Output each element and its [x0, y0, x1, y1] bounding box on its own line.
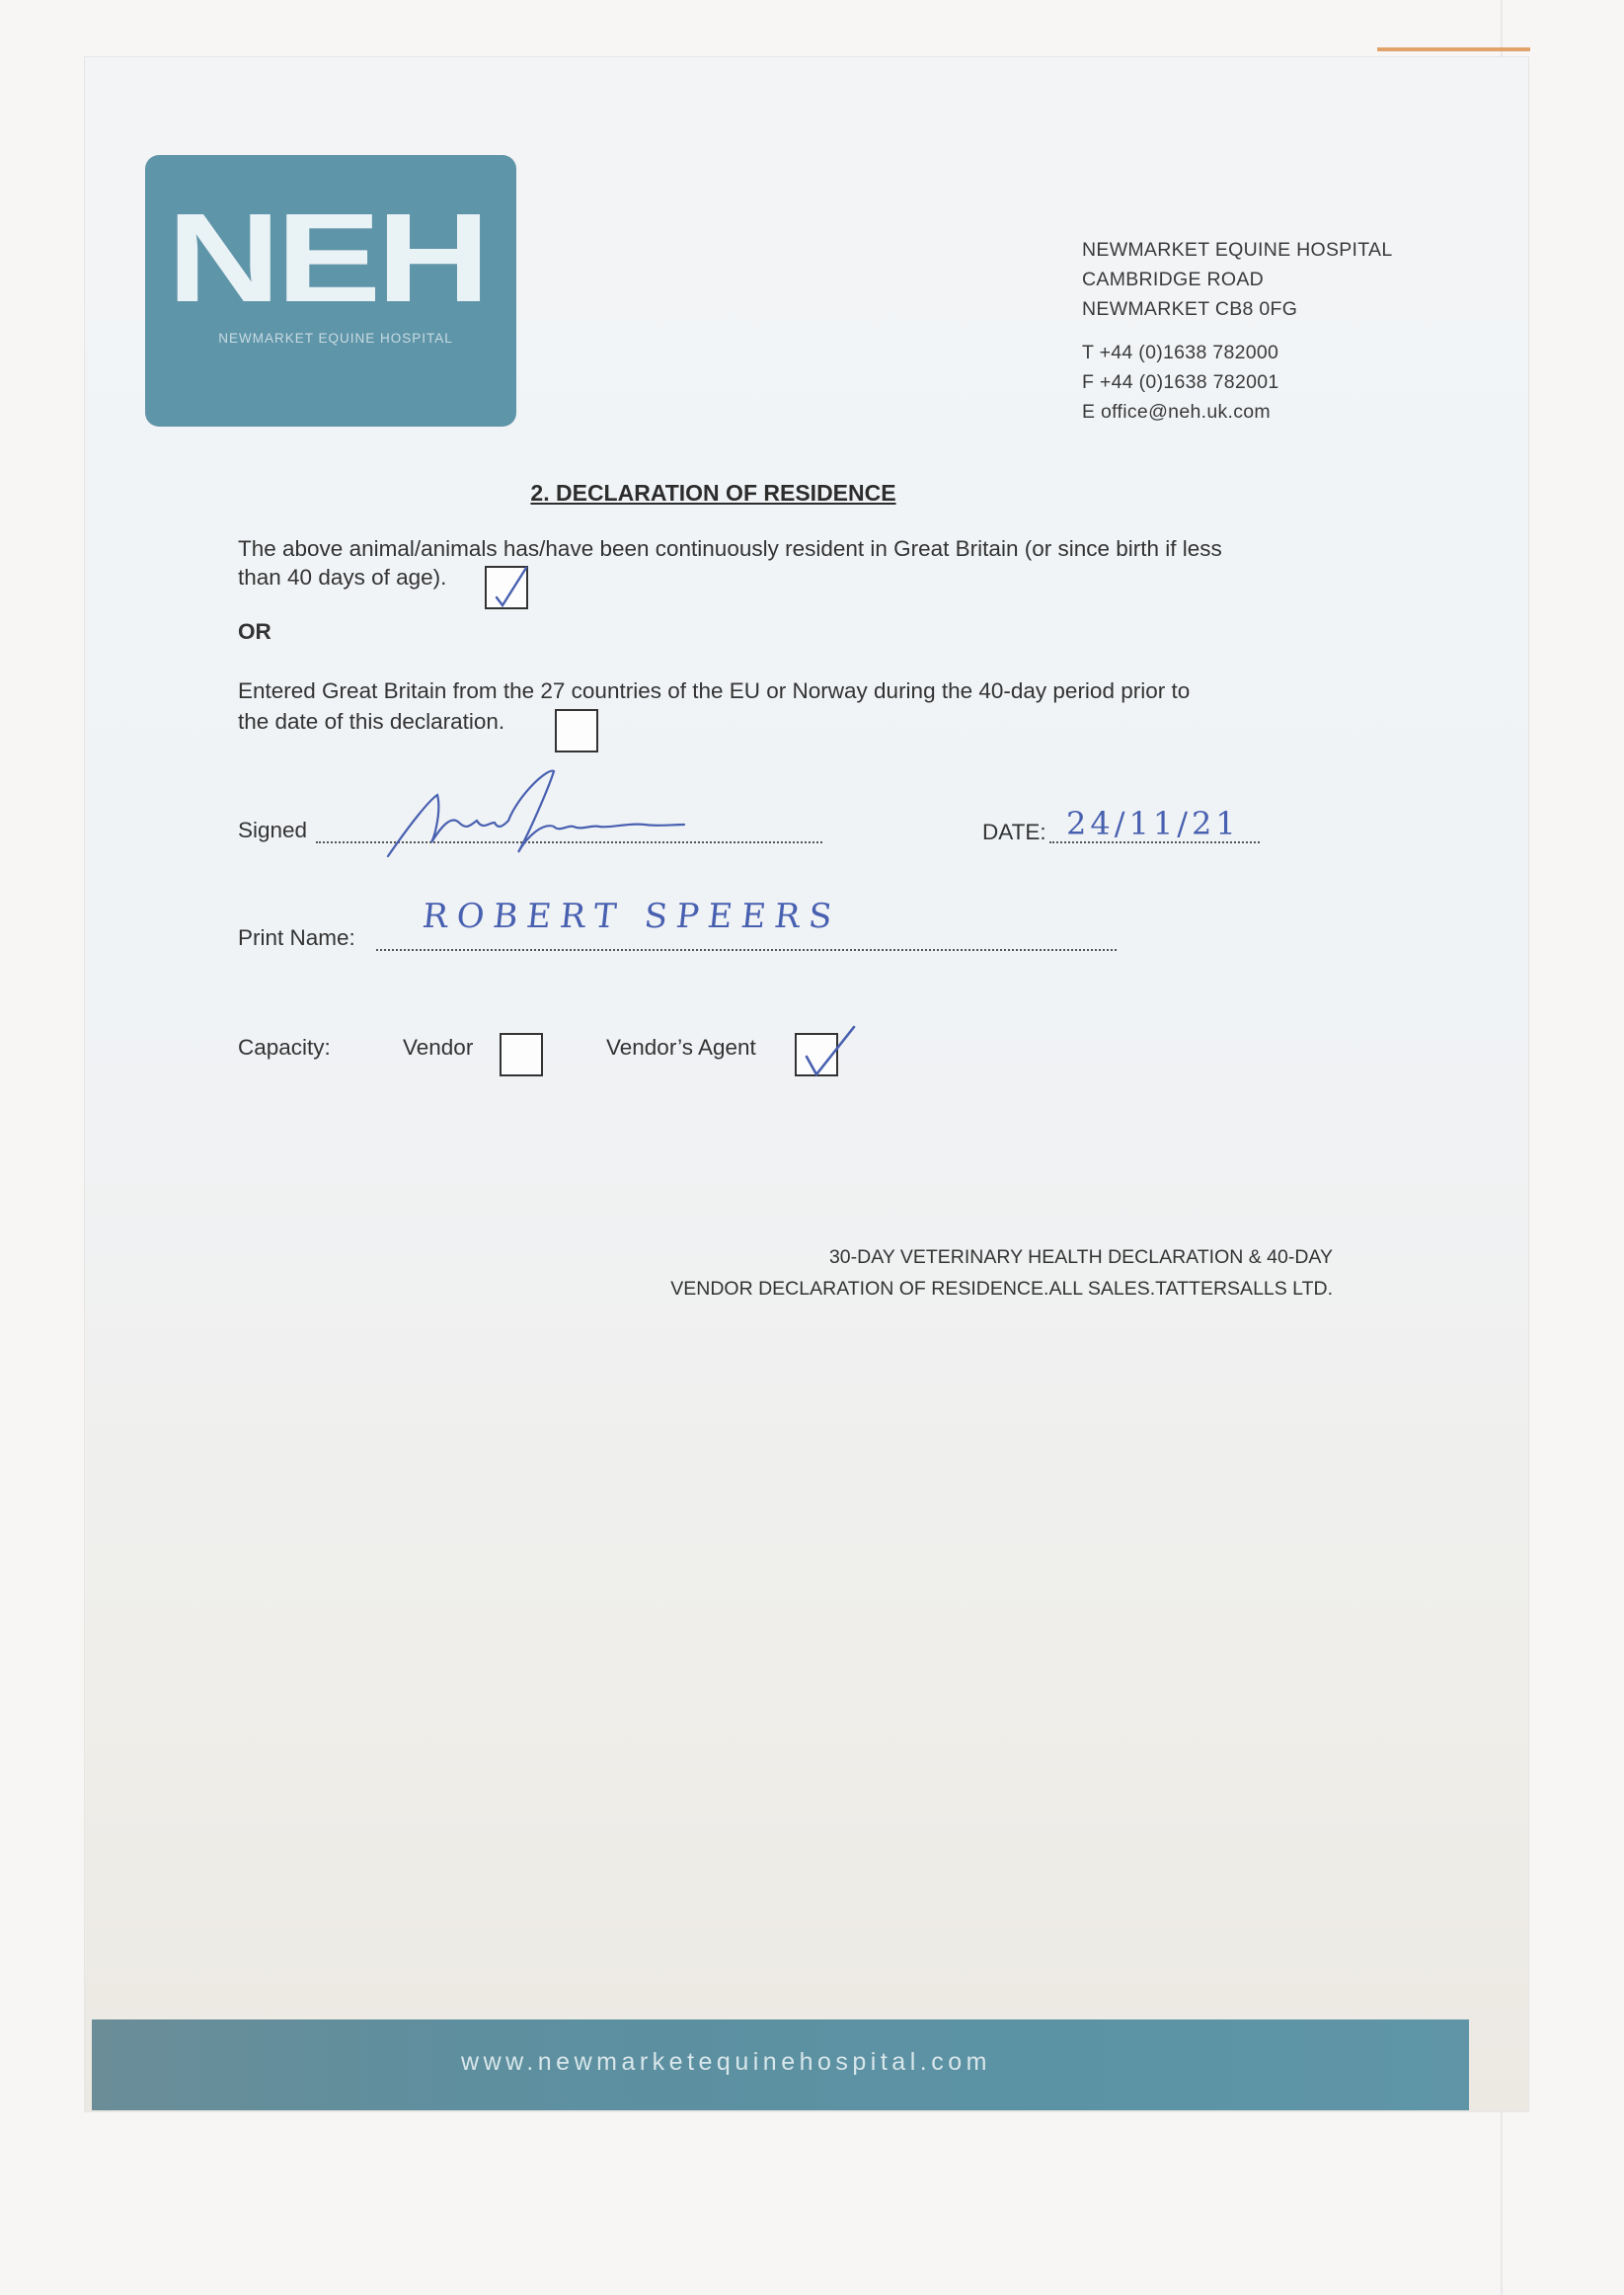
- contact-phone: T +44 (0)1638 782000: [1082, 342, 1279, 363]
- contact-email: E office@neh.uk.com: [1082, 401, 1271, 423]
- option1-text-line2: than 40 days of age).: [238, 565, 447, 590]
- vendor-checkbox[interactable]: [500, 1033, 543, 1076]
- option2-checkbox[interactable]: [555, 709, 598, 752]
- print-name-line: [376, 949, 1117, 951]
- check-mark-icon: [793, 1013, 862, 1082]
- form-reference-line1: 30-DAY VETERINARY HEALTH DECLARATION & 40-DAY: [828, 1246, 1333, 1268]
- date-label: DATE:: [982, 820, 1046, 844]
- print-name-label: Print Name:: [238, 925, 355, 950]
- vendors-agent-checkbox[interactable]: [795, 1033, 838, 1076]
- form-reference-line2: VENDOR DECLARATION OF RESIDENCE.ALL SALES.TATTERSALLS LTD.: [670, 1278, 1333, 1300]
- option2-text-line1: Entered Great Britain from the 27 countries of the EU or Norway during the 40-day period prior to: [238, 678, 1191, 703]
- print-name-value: ROBERT SPEERS: [420, 897, 843, 936]
- capacity-label: Capacity:: [238, 1035, 331, 1060]
- or-label: OR: [238, 619, 271, 644]
- option1-text-line1: The above animal/animals has/have been continuously resident in Great Britain (or since birth if less: [238, 536, 1222, 561]
- logo-mark: NEH: [167, 188, 486, 329]
- contact-fax: F +44 (0)1638 782001: [1082, 371, 1279, 393]
- handwritten-signature: [380, 765, 706, 864]
- footer-website: www.newmarketequinehospital.com: [461, 2048, 991, 2076]
- vendors-agent-label: Vendor’s Agent: [606, 1035, 756, 1060]
- footer-band: [92, 2019, 1469, 2110]
- date-value: 24/11/21: [1066, 805, 1240, 842]
- address-line: NEWMARKET CB8 0FG: [1082, 298, 1298, 320]
- logo-subtitle: NEWMARKET EQUINE HOSPITAL: [218, 331, 453, 346]
- option1-checkbox[interactable]: [485, 566, 528, 609]
- vendor-label: Vendor: [403, 1035, 474, 1060]
- scan-mark: [1377, 47, 1530, 51]
- address-line: NEWMARKET EQUINE HOSPITAL: [1082, 239, 1393, 261]
- address-line: CAMBRIDGE ROAD: [1082, 269, 1265, 290]
- neh-logo: [145, 155, 516, 427]
- signed-label: Signed: [238, 818, 308, 842]
- check-mark-icon: [483, 546, 542, 615]
- option2-text-line2: the date of this declaration.: [238, 709, 505, 734]
- letterhead-address: [1082, 235, 1393, 427]
- section-title: 2. DECLARATION OF RESIDENCE: [530, 480, 896, 506]
